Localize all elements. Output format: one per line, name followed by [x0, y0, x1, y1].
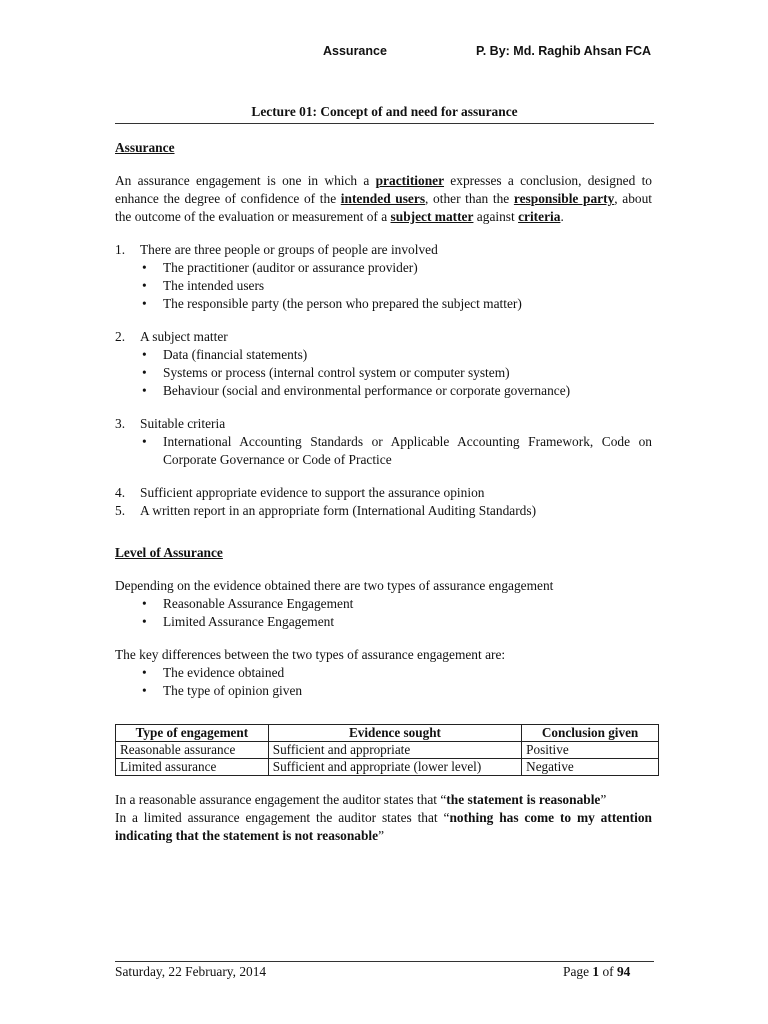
text-run: expresses a conclusion, designed to enhance the degree of confidence of the	[115, 173, 653, 206]
section-heading-level-of-assurance: Level of Assurance	[115, 545, 223, 560]
list-number: 3.	[115, 416, 126, 431]
bullet-item: • The responsible party (the person who prepared the subject matter)	[115, 295, 652, 313]
footer-date: Saturday, 22 February, 2014	[115, 964, 267, 979]
text-run: of	[599, 964, 617, 979]
engagement-table	[115, 724, 659, 776]
bullet-item: • The intended users	[115, 277, 652, 295]
paragraph-differences: The key differences between the two types of assurance engagement are:	[115, 647, 506, 662]
table-cell: Sufficient and appropriate (lower level)	[268, 759, 521, 776]
term-criteria: criteria	[518, 209, 561, 224]
bullet-item: • Systems or process (internal control system or computer system)	[115, 364, 652, 382]
bullet-list	[115, 595, 652, 631]
list-number: 2.	[115, 329, 126, 344]
list-text: There are three people or groups of people are involved	[140, 242, 438, 257]
table-header-row	[116, 725, 659, 742]
table-cell: Sufficient and appropriate	[268, 742, 521, 759]
list-text: A subject matter	[140, 329, 228, 344]
table-cell: Limited assurance	[116, 759, 269, 776]
text-run: In a limited assurance engagement the auditor states that “	[115, 810, 450, 825]
text-run: against	[473, 209, 519, 224]
text-run: , about the outcome of the evaluation or measurement of a	[115, 191, 653, 224]
total-pages: 94	[616, 964, 631, 979]
table-header-cell: Conclusion given	[522, 725, 659, 742]
header-subject: Assurance	[323, 44, 387, 58]
term-intended-users: intended users	[340, 191, 426, 206]
main-content	[115, 139, 652, 845]
current-page: 1	[592, 964, 600, 979]
bullet-list	[115, 433, 652, 469]
term-subject-matter: subject matter	[390, 209, 474, 224]
reasonable-statement	[115, 791, 652, 809]
text-run: In a reasonable assurance engagement the auditor states that “	[115, 792, 447, 807]
list-number: 5.	[115, 503, 126, 518]
bullet-item: • The type of opinion given	[115, 682, 652, 700]
list-item	[115, 241, 652, 259]
table-header-cell: Evidence sought	[268, 725, 521, 742]
emphasis-text: nothing has come to my attention indicating that the statement is not reasonable	[115, 810, 652, 843]
title-divider	[115, 123, 654, 124]
table-cell: Negative	[522, 759, 659, 776]
text-run: Page	[563, 964, 593, 979]
table-row	[116, 759, 659, 776]
list-item	[115, 484, 652, 502]
page-number	[563, 964, 630, 980]
list-number: 1.	[115, 242, 126, 257]
text-run: ”	[378, 828, 385, 843]
bullet-item: • International Accounting Standards or Applicable Accounting Framework, Code on Corporate Governance or Code of Practice	[115, 433, 652, 469]
list-number: 4.	[115, 485, 126, 500]
emphasis-text: the statement is reasonable	[446, 792, 601, 807]
bullet-item: • The evidence obtained	[115, 664, 652, 682]
text-run: .	[560, 209, 564, 224]
bullet-item: • Behaviour (social and environmental performance or corporate governance)	[115, 382, 652, 400]
bullet-list	[115, 259, 652, 313]
limited-statement	[115, 809, 652, 845]
table-cell: Positive	[522, 742, 659, 759]
bullet-item: • Data (financial statements)	[115, 346, 652, 364]
list-text: A written report in an appropriate form (International Auditing Standards)	[140, 503, 537, 518]
bullet-list	[115, 346, 652, 400]
text-run: An assurance engagement is one in which a	[115, 173, 376, 188]
list-text: Suitable criteria	[140, 416, 226, 431]
text-run: , other than the	[425, 191, 514, 206]
footer-divider	[115, 961, 654, 962]
paragraph-intro: Depending on the evidence obtained there are two types of assurance engagement	[115, 578, 554, 593]
table-header-cell: Type of engagement	[116, 725, 269, 742]
table-cell: Reasonable assurance	[116, 742, 269, 759]
text-run: ”	[600, 792, 607, 807]
bullet-list	[115, 664, 652, 700]
page-header	[0, 44, 768, 62]
bullet-item: • Reasonable Assurance Engagement	[115, 595, 652, 613]
list-text: Sufficient appropriate evidence to support the assurance opinion	[140, 485, 485, 500]
term-practitioner: practitioner	[375, 173, 445, 188]
list-item	[115, 502, 652, 520]
list-item	[115, 328, 652, 346]
lecture-title: Lecture 01: Concept of and need for assurance	[251, 104, 518, 119]
term-responsible-party: responsible party	[513, 191, 615, 206]
bullet-item: • Limited Assurance Engagement	[115, 613, 652, 631]
list-item	[115, 415, 652, 433]
section-heading-assurance: Assurance	[115, 140, 175, 155]
assurance-definition	[115, 172, 652, 226]
header-author: P. By: Md. Raghib Ahsan FCA	[476, 44, 652, 58]
bullet-item: • The practitioner (auditor or assurance provider)	[115, 259, 652, 277]
table-row	[116, 742, 659, 759]
